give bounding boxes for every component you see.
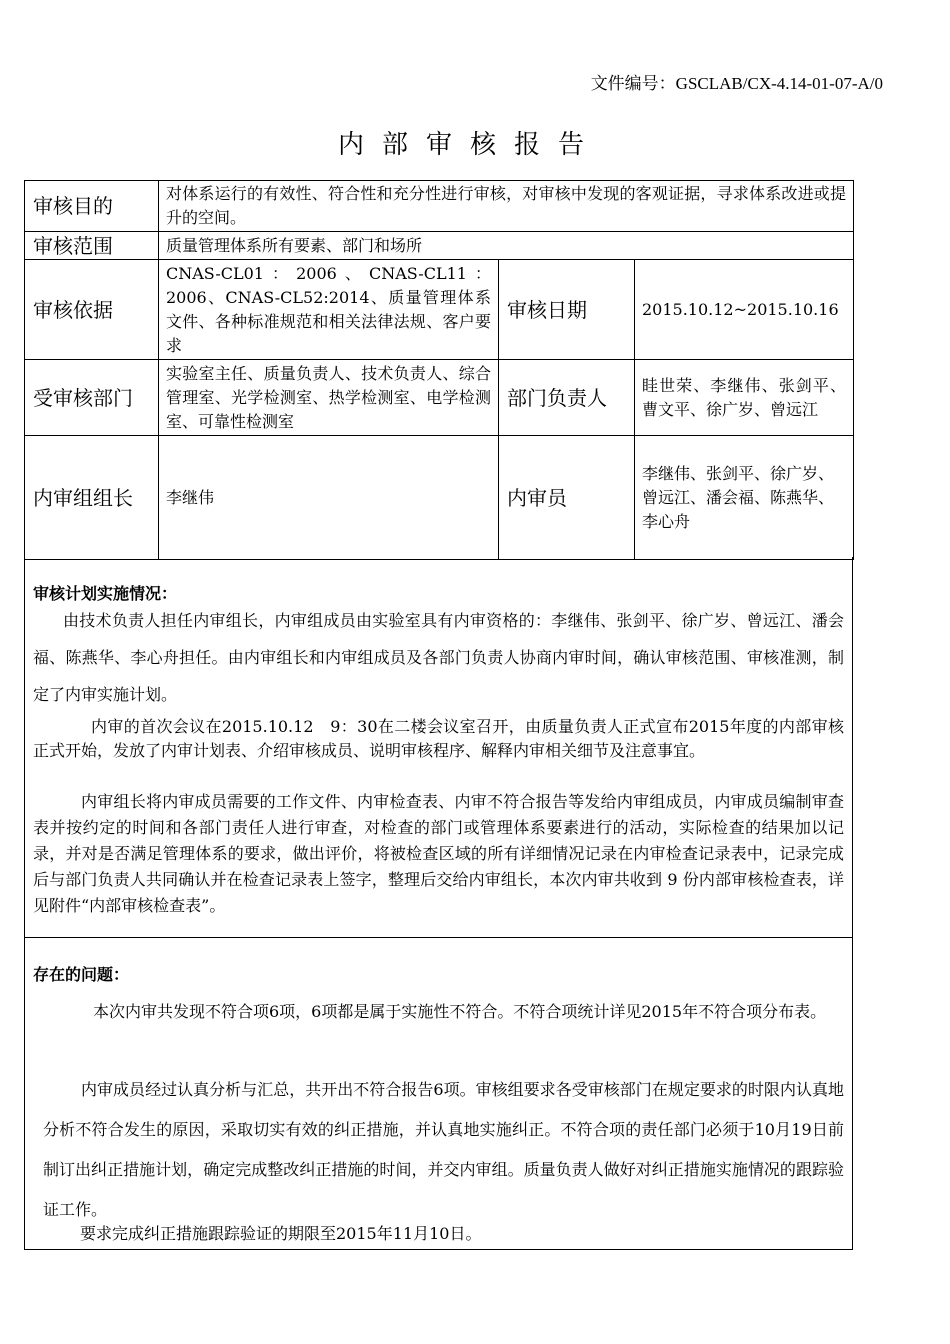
auditor-value [635,436,854,560]
plan-section [24,557,853,938]
auditor-line: 李继伟、张剑平、徐广岁、 [642,463,835,483]
scope-value: 质量管理体系所有要素、部门和场所 [159,232,854,260]
audit-info-table [24,180,854,560]
dept-head-label: 部门负责人 [499,360,635,436]
purpose-label: 审核目的 [25,181,159,232]
leader-label: 内审组组长 [25,436,159,560]
auditor-label: 内审员 [499,436,635,560]
basis-value: CNAS-CL01：2006、CNAS-CL11：2006、CNAS-CL52:2014、质量管理体系文件、各种标准规范和相关法律法规、客户要求 [159,260,499,360]
issues-heading: 存在的问题： [33,965,130,984]
dept-head-value: 眭世荣、李继伟、张剑平、曹文平、徐广岁、曾远江 [635,360,854,436]
basis-label: 审核依据 [25,260,159,360]
issues-paragraph-2: 内审成员经过认真分析与汇总，共开出不符合报告6项。审核组要求各受审核部门在规定要求的时限内认真地分析不符合发生的原因，采取切实有效的纠正措施，并认真地实施纠正。不符合项的责任部门必须于10月19日前制订出纠正措施计划，确定完成整改纠正措施的时间，并交内审组。质量负责人做好对纠正措施实施情况的跟踪验证工作。 [43,1080,844,1219]
issues-paragraph-3: 要求完成纠正措施跟踪验证的期限至2015年11月10日。 [80,1224,482,1243]
auditor-line: 李心舟 [642,511,691,531]
document-number: 文件编号：GSCLAB/CX-4.14-01-07-A/0 [590,74,883,93]
plan-paragraph-2: 内审的首次会议在2015.10.12 9：30在二楼会议室召开，由质量负责人正式宣布2015年度的内部审核正式开始，发放了内审计划表、介绍审核成员、说明审核程序、解释内审相关细节及注意事宜。 [33,717,844,760]
issues-paragraph-1: 本次内审共发现不符合项6项，6项都是属于实施性不符合。不符合项统计详见2015年不符合项分布表。 [93,1002,827,1021]
issues-section [24,938,853,1250]
auditor-line: 曾远江、潘会福、陈燕华、 [642,487,835,507]
plan-heading: 审核计划实施情况： [33,584,178,603]
page-title: 内部审核报告 [337,130,602,160]
plan-paragraph-3: 内审组长将内审成员需要的工作文件、内审检查表、内审不符合报告等发给内审组成员，内审成员编制审查表并按约定的时间和各部门责任人进行审查，对检查的部门或管理体系要素进行的活动，实际检查的结果加以记录，并对是否满足管理体系的要求，做出评价，将被检查区域的所有详细情况记录在内审检查记录表中，记录完成后与部门负责人共同确认并在检查记录表上签字，整理后交给内审组长，本次内审共收到 9 份内部审核检查表，详见附件“内部审核检查表”。 [33,792,844,915]
scope-label: 审核范围 [25,232,159,260]
dept-value: 实验室主任、质量负责人、技术负责人、综合管理室、光学检测室、热学检测室、电学检测室、可靠性检测室 [159,360,499,436]
date-value: 2015.10.12~2015.10.16 [635,260,854,360]
date-label: 审核日期 [499,260,635,360]
purpose-value: 对体系运行的有效性、符合性和充分性进行审核，对审核中发现的客观证据，寻求体系改进或提升的空间。 [159,181,854,232]
plan-paragraph-1: 由技术负责人担任内审组长，内审组成员由实验室具有内审资格的：李继伟、张剑平、徐广岁、曾远江、潘会福、陈燕华、李心舟担任。由内审组长和内审组成员及各部门负责人协商内审时间，确认审核范围、审核准测，制定了内审实施计划。 [33,611,844,704]
leader-value: 李继伟 [159,436,499,560]
dept-label: 受审核部门 [25,360,159,436]
